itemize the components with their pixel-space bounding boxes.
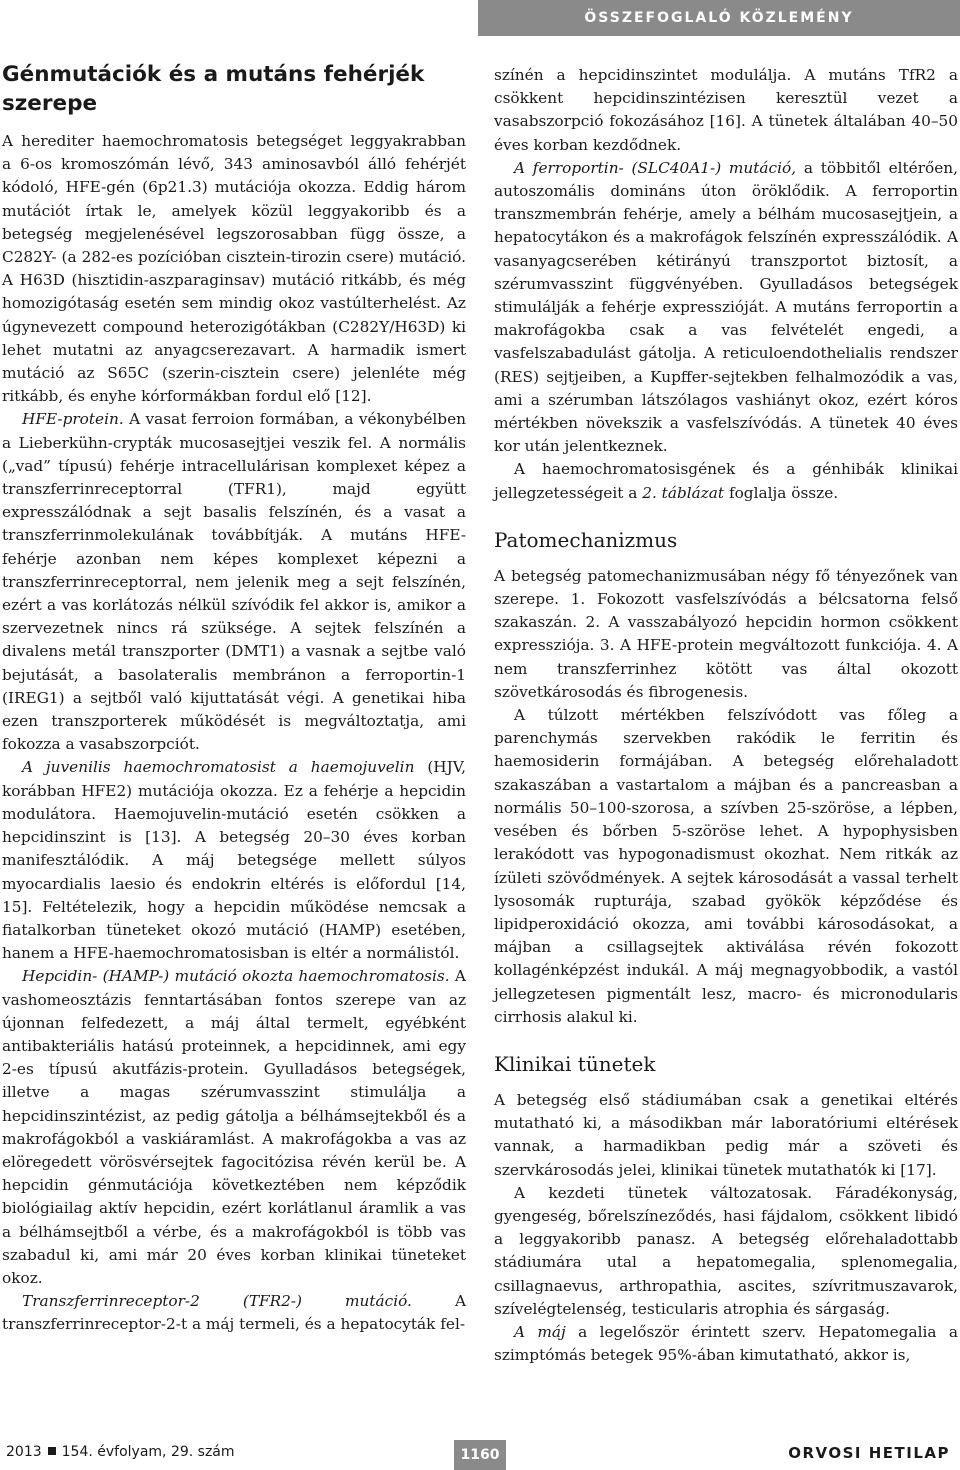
inline-heading: Hepcidin- (HAMP-) mutáció okozta haemochromatosis. xyxy=(22,967,450,986)
right-column xyxy=(494,64,958,1367)
inline-heading: A ferroportin- (SLC40A1-) mutáció, xyxy=(514,158,797,177)
subheading-patomechanizmus: Patomechanizmus xyxy=(494,527,678,552)
inline-heading: A juvenilis haemochromatosist a haemojuvelin xyxy=(22,758,415,777)
paragraph: színén a hepcidinszintet modulálja. A mutáns TfR2 a csökkent hepcidinszintézisen keresztül vezet a vasabszorpció fokozásához [16]. A tünetek általában 40–50 éves korban kezdődnek. xyxy=(494,66,958,154)
subheading-klinikai-tunetek: Klinikai tünetek xyxy=(494,1051,656,1076)
paragraph: A kezdeti tünetek változatosak. Fáradékonyság, gyengeség, bőrelszíneződés, hasi fájdalom, csökkent libidó a leggyakoribb panasz. A betegség előrehaladottabb stádiumára utal a hepatomegalia, splenomegalia, csillagnaevus, arthropathia, ascites, szívritmuszavarok, szívelégtelenség, testicularis atrophia és sárgaság. xyxy=(494,1183,958,1318)
issue: 154. évfolyam, 29. szám xyxy=(61,1444,235,1460)
article-category: ÖSSZEFOGLALÓ KÖZLEMÉNY xyxy=(584,10,854,26)
paragraph: A herediter haemochromatosis betegséget leggyakrabban a 6-os kromoszómán lévő, 343 aminosavból álló fehérjét kódoló, HFE-gén (6p21.3) mutációja okozza. Eddig három mutációt írtak le, amelyek közül leggyakoribb és a betegség megjelenésével legszorosabban függ össze, a C282Y- (a 282-es pozícióban cisztein-tirozin csere) mutáció. A H63D (hisztidin-aszparaginsav) mutáció ritkább, és még homozigótaság esetén sem mindig okoz vastúlterhelést. Az úgynevezett compound heterozigótákban (C282Y/H63D) ki lehet mutatni az anyagcserezavart. A harmadik ismert mutáció az S65C (szerin-cisztein csere) jelenléte még ritkább, és enyhe kórformákban fordul elő [12]. xyxy=(2,132,466,406)
issue-info xyxy=(6,1444,235,1460)
inline-heading: A máj xyxy=(514,1322,566,1341)
paragraph: A betegség patomechanizmusában négy fő tényezőnek van szerepe. 1. Fokozott vasfelszívódás a bélcsatorna felső szakaszán. 2. A vasszabályozó hepcidin hormon csökkent expressziója. 3. A HFE-protein megváltozott funkciója. 4. A nem transzferrinhez kötött vas által okozott szövetkárosodás és fibrogenesis. xyxy=(494,566,958,701)
page-footer xyxy=(0,1440,960,1470)
inline-heading: Transzferrinreceptor-2 (TFR2-) mutáció. xyxy=(22,1292,412,1311)
paragraph: A ferroportin- (SLC40A1-) mutáció, a többitől eltérően, autoszomális domináns úton öröklődik. A ferroportin transzmembrán fehérje, amely a bélhám mucosasejtjein, a hepatocytákon és a makrofágok felszínén expresszálódik. A vasanyagcserében kétirányú transzportot biztosít, a szérumvasszint függvényében. Gyulladásos betegségek stimulálják a fehérje expresszióját. A mutáns ferroportin a makrofágokba csak a vas felvételét engedi, a vasfelszabadulást gátolja. A reticuloendothelialis rendszer (RES) sejtjeiben, a Kupffer-sejtekben felhalmozódik a vas, ami a szérumban látszólagos vashiányt okoz, ezért kóros mértékben növekszik a vasfelszívódás. A tünetek 40 éves kor után jelentkeznek. xyxy=(494,158,958,456)
paragraph: A juvenilis haemochromatosist a haemojuvelin (HJV, korábban HFE2) mutációja okozza. Ez a fehérje a hepcidin modulátora. Haemojuvelin-mutáció esetén csökken a hepcidinszint is [13]. A betegség 20–30 éves korban manifesztálódik. A máj betegsége mellett súlyos myocardialis laesio és endokrin eltérés is előfordul [14, 15]. Feltételezik, hogy a hepcidin működése nemcsak a fiatalkorban tüneteket okozó mutáció (HAMP) esetében, hanem a HFE-haemochromatosisban is eltér a normálistól. xyxy=(2,758,466,963)
article-category-banner xyxy=(478,0,960,36)
section-title: Génmutációk és a mutáns fehérjék szerepe xyxy=(2,62,425,116)
paragraph: HFE-protein. A vasat ferroion formában, a vékonybélben a Lieberkühn-crypták mucosasejtjei veszik fel. A normális („vad” típusú) fehérje intracellulárisan komplexet képez a transzferrinreceptorral (TFR1), majd együtt expresszálódnak a sejt basalis felszínén, és a vasat a transzferrinmolekulának továbbítják. A mutáns HFE-fehérje azonban nem képes komplexet képezni a transzferrinreceptorral, nem jelenik meg a sejt felszínén, ezért a vas korlátozás nélkül szívódik fel akkor is, amikor a szervezetnek nincs rá szüksége. A sejtek felszínén a divalens metál transzporter (DMT1) a vasnak a sejtbe való bejutását, a basolateralis membránon a ferroportin-1 (IREG1) a sejtből való kijuttatását végi. A genetikai hiba ezen transzporterek működését is megváltoztatja, ami fokozza a vasabszorpciót. xyxy=(2,410,466,754)
inline-heading: HFE-protein. xyxy=(22,410,124,429)
table-reference: 2. táblázat xyxy=(642,483,725,502)
square-bullet-icon xyxy=(48,1447,56,1455)
journal-name: ORVOSI HETILAP xyxy=(788,1444,950,1462)
paragraph: Hepcidin- (HAMP-) mutáció okozta haemochromatosis. A vashomeosztázis fenntartásában fontos szerepe van az újonnan felfedezett, a máj által termelt, egyébként antibakteriális hatású proteinnek, a hepcidinnek, ami egy 2-es típusú akutfázis-protein. Gyulladásos betegségek, illetve a magas szérumvasszint stimulálja a hepcidinszintézist, az pedig gátolja a bélhámsejtekből és a makrofágokból a vaskiáramlást. A makrofágokba a vas az elöregedett vörösvérsejtek fagocitózisa révén kerül be. A hepcidin génmutációja következtében nem képződik biológiailag aktív hepcidin, ezért korlátlanul áramlik a vas a bélhámsejtből a vérbe, és a makrofágokból is több vas szabadul ki, ami már 20 éves korban klinikai tüneteket okoz. xyxy=(2,967,466,1287)
paragraph: A betegség első stádiumában csak a genetikai eltérés mutatható ki, a másodikban már laboratóriumi eltérések vannak, a harmadikban pedig már a szöveti és szervkárosodás jelei, klinikai tünetek mutathatók ki [17]. xyxy=(494,1090,958,1179)
page-number: 1160 xyxy=(454,1440,506,1470)
year: 2013 xyxy=(6,1444,42,1460)
paragraph: A haemochromatosisgének és a génhibák klinikai jellegzetességeit a 2. táblázat foglalja össze. xyxy=(494,460,958,502)
paragraph: A túlzott mértékben felszívódott vas főleg a parenchymás szervekben rakódik le ferritin és haemosiderin formájában. A betegség előrehaladott szakaszában a vastartalom a májban és a pancreasban a normális 50–100-szorosa, a szívben 25-szöröse, a lépben, vesében és bőrben 5-szöröse lehet. A hypophysisben lerakódott vas hypogonadismust okozhat. Nem ritkák az ízületi szövődmények. A sejtek károsodását a vassal terhelt lysosomák rupturája, szabad gyökök képződése és lipidperoxidáció okozza, ami további károsodásokat, a májban a csillagsejtek aktiválása révén fokozott kollagénképzést indukál. A máj megnagyobbodik, a vastól jellegzetesen pigmentált lesz, macro- és micronodularis cirrhosis alakul ki. xyxy=(494,706,958,1026)
left-column xyxy=(2,60,466,1337)
paragraph: Transzferrinreceptor-2 (TFR2-) mutáció. A transzferrinreceptor-2-t a máj termeli, és a hepatocyták fel- xyxy=(2,1292,466,1334)
paragraph: A máj a legelőször érintett szerv. Hepatomegalia a szimptómás betegek 95%-ában kimutatható, akkor is, xyxy=(494,1322,958,1365)
